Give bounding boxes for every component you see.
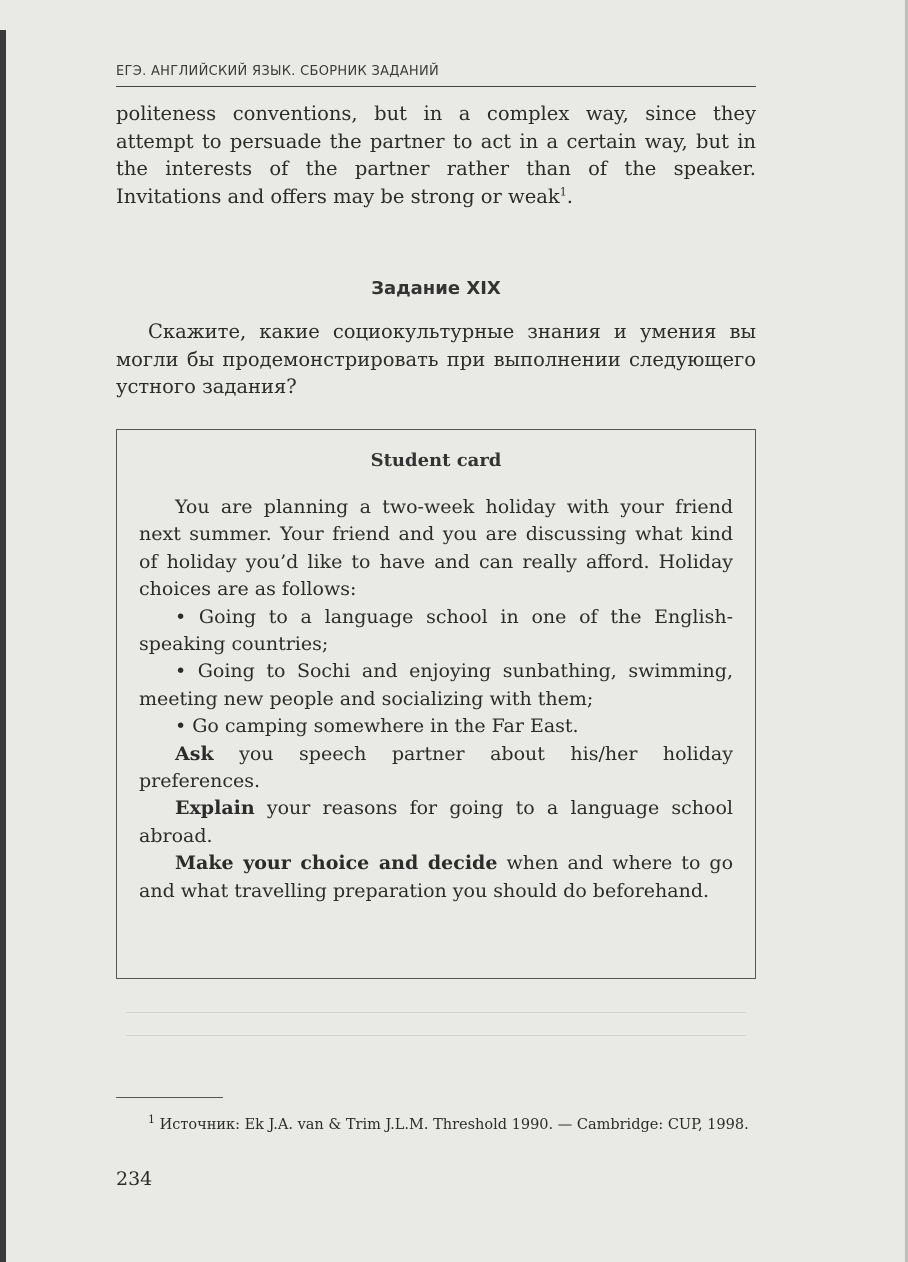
running-head-rule xyxy=(116,86,756,87)
intro-paragraph-text: politeness conventions, but in a complex way, since they attempt to persuade the partner to act in a certain way, but in the interests of the partner rather than of the speaker. Invitations and offers may be strong or weak xyxy=(116,102,756,208)
task-question: Скажите, какие социокультурные знания и умения вы могли бы продемонстрировать при выполнении следующего устного задания? xyxy=(116,320,756,398)
page-number: 234 xyxy=(116,1168,153,1190)
footnote-reference: 1 xyxy=(559,185,567,198)
instruction-ask-verb: Ask xyxy=(175,742,214,765)
footnote-mark: 1 xyxy=(148,1113,155,1127)
footnote-rule xyxy=(116,1097,223,1098)
instruction-explain-text: your reasons for going to a language school abroad. xyxy=(139,797,733,847)
holiday-choice-2: • Going to Sochi and enjoying sunbathing, swimming, meeting new people and socializing with them; xyxy=(139,660,733,710)
page-left-edge-shadow xyxy=(0,30,6,1262)
instruction-decide xyxy=(139,850,733,905)
instruction-ask-text: you speech partner about his/her holiday preferences. xyxy=(139,742,733,793)
show-through-lines xyxy=(126,1012,746,1062)
student-card-title: Student card xyxy=(370,450,502,471)
instruction-explain xyxy=(139,795,733,850)
intro-paragraph-end: . xyxy=(566,184,573,208)
footnote xyxy=(116,1114,756,1136)
instruction-decide-verb: Make your choice and decide xyxy=(175,852,498,875)
student-card-body xyxy=(139,494,733,905)
intro-paragraph xyxy=(116,100,756,210)
instruction-decide-text: when and where to go and what travelling preparation you should do beforehand. xyxy=(139,852,734,902)
running-head: ЕГЭ. АНГЛИЙСКИЙ ЯЗЫК. СБОРНИК ЗАДАНИЙ xyxy=(116,64,440,79)
show-through-line xyxy=(126,1012,746,1013)
show-through-line xyxy=(126,1035,746,1036)
student-card-intro: You are planning a two-week holiday with your friend next summer. Your friend and you are discussing what kind of holiday you’d like to have and can really afford. Holiday choices are as follows: xyxy=(139,496,733,601)
footnote-text: Источник: Ek J.A. van & Trim J.L.M. Threshold 1990. — Cambridge: CUP, 1998. xyxy=(159,1117,749,1133)
instruction-ask xyxy=(139,741,733,796)
instruction-explain-verb: Explain xyxy=(175,797,255,820)
task-title: Задание XIX xyxy=(371,278,501,299)
holiday-choice-1: • Going to a language school in one of the English-speaking countries; xyxy=(139,605,733,656)
holiday-choice-3: • Go camping somewhere in the Far East. xyxy=(175,715,579,738)
student-card xyxy=(116,429,756,979)
